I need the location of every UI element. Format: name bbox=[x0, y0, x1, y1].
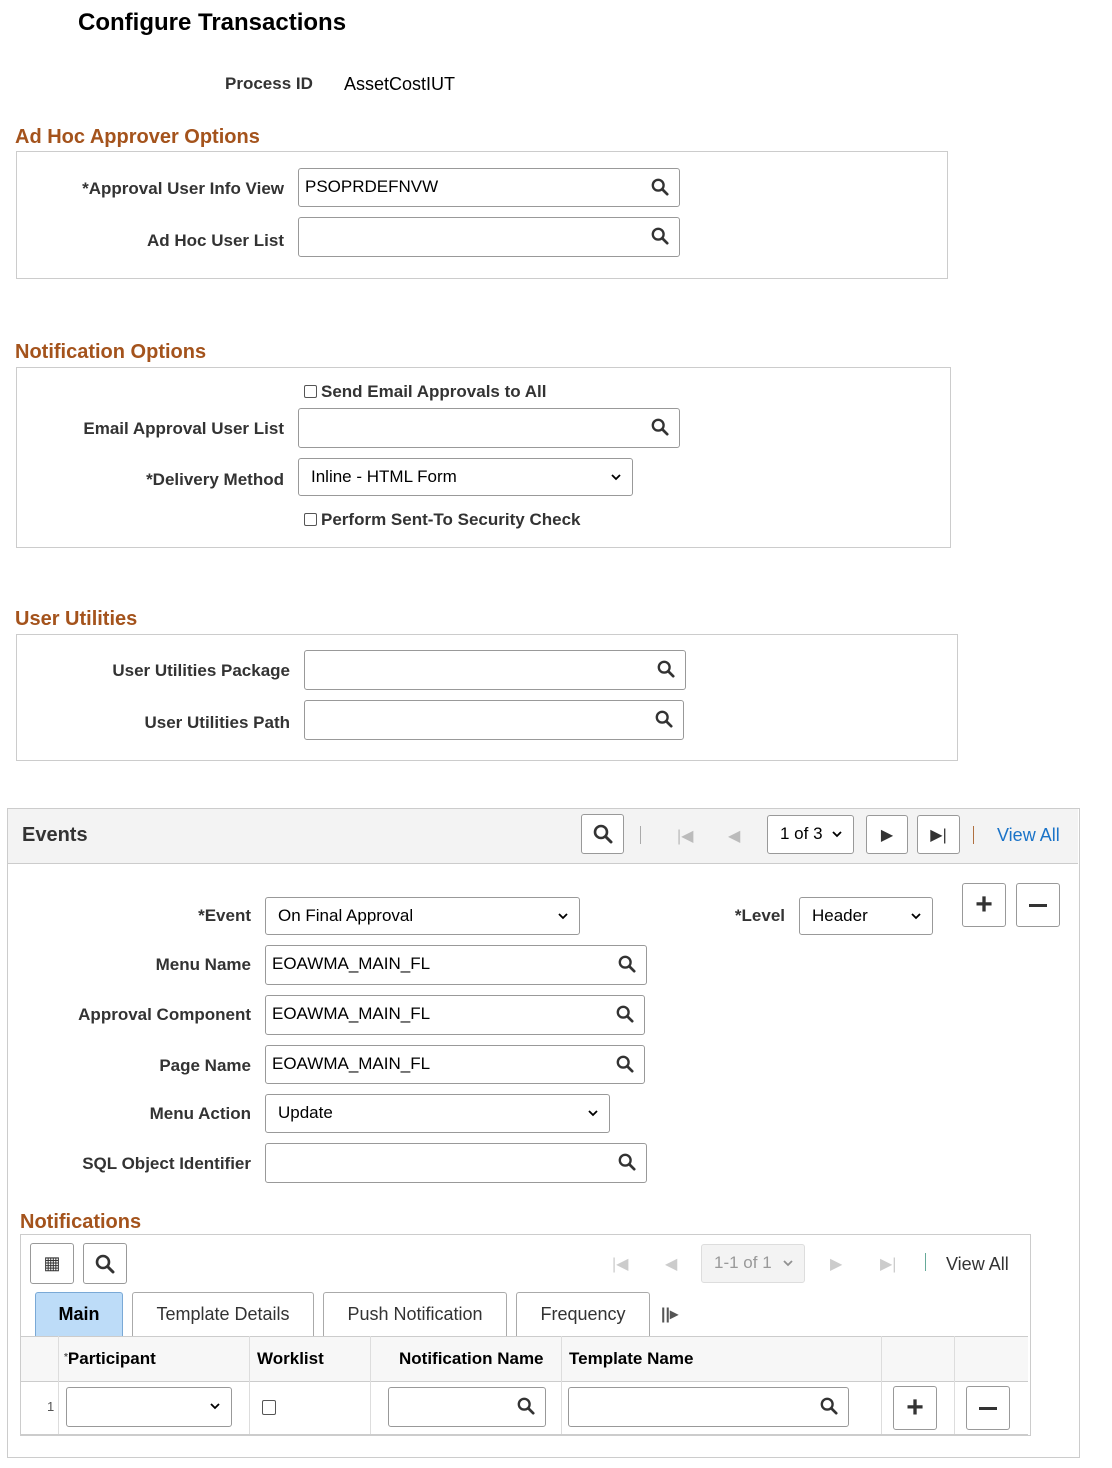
events-view-all-link[interactable]: View All bbox=[997, 825, 1060, 845]
previous-icon: ◀ bbox=[665, 1256, 678, 1273]
event-select[interactable] bbox=[265, 897, 580, 935]
package-label: User Utilities Package bbox=[112, 661, 290, 680]
sent-to-security-label: Perform Sent-To Security Check bbox=[321, 510, 581, 529]
checkbox[interactable] bbox=[304, 385, 317, 398]
first-icon: |◀ bbox=[612, 1256, 629, 1273]
level-value: Header bbox=[812, 906, 868, 925]
delivery-method-label: *Delivery Method bbox=[146, 470, 284, 489]
send-email-all-label: Send Email Approvals to All bbox=[321, 382, 547, 401]
events-pager-select[interactable] bbox=[767, 815, 854, 854]
participant-header-label: Participant bbox=[67, 1349, 156, 1368]
approval-user-info-view-label: *Approval User Info View bbox=[82, 179, 284, 198]
add-row-button[interactable] bbox=[893, 1386, 937, 1430]
level-label: *Level bbox=[734, 906, 785, 925]
send-email-all-checkbox[interactable] bbox=[304, 382, 546, 402]
add-event-button[interactable] bbox=[962, 883, 1006, 927]
notifications-pager-select[interactable] bbox=[701, 1244, 805, 1283]
search-icon[interactable] bbox=[655, 710, 673, 728]
notifications-pager-value: 1-1 of 1 bbox=[714, 1253, 772, 1272]
menu-name-input[interactable] bbox=[265, 945, 647, 985]
search-icon bbox=[95, 1254, 115, 1274]
column-header-participant bbox=[64, 1349, 156, 1369]
minus-icon bbox=[979, 1407, 997, 1410]
email-user-list-input[interactable] bbox=[298, 408, 680, 448]
user-utilities-title: User Utilities bbox=[15, 608, 138, 630]
tab-template-details[interactable]: Template Details bbox=[132, 1292, 314, 1336]
menu-action-label: Menu Action bbox=[149, 1104, 251, 1123]
search-icon[interactable] bbox=[616, 1005, 634, 1023]
events-search-button[interactable] bbox=[581, 814, 624, 854]
worklist-checkbox[interactable] bbox=[262, 1400, 276, 1415]
menu-name-value: EOAWMA_MAIN_FL bbox=[272, 954, 431, 973]
last-icon: ▶| bbox=[880, 1256, 897, 1273]
column-header-worklist: Worklist bbox=[257, 1349, 324, 1368]
menu-name-label: Menu Name bbox=[155, 955, 251, 974]
first-icon[interactable]: |◀ bbox=[677, 828, 694, 845]
email-user-list-label: Email Approval User List bbox=[83, 419, 284, 438]
tab-frequency[interactable]: Frequency bbox=[516, 1292, 650, 1336]
search-icon[interactable] bbox=[517, 1397, 535, 1415]
plus-icon: + bbox=[975, 888, 993, 921]
delete-event-button[interactable] bbox=[1016, 883, 1060, 927]
package-input[interactable] bbox=[304, 650, 686, 690]
events-title: Events bbox=[22, 824, 88, 846]
adhoc-section-title: Ad Hoc Approver Options bbox=[15, 126, 260, 148]
search-icon[interactable] bbox=[657, 660, 675, 678]
search-icon[interactable] bbox=[651, 418, 669, 436]
participant-select[interactable] bbox=[66, 1387, 232, 1427]
path-input[interactable] bbox=[304, 700, 684, 740]
next-icon: ▶ bbox=[830, 1256, 843, 1273]
divider bbox=[925, 1253, 926, 1271]
notifications-view-all-link[interactable]: View All bbox=[946, 1254, 1009, 1274]
required-mark: * bbox=[64, 1352, 68, 1363]
search-icon[interactable] bbox=[651, 178, 669, 196]
page-name-value: EOAWMA_MAIN_FL bbox=[272, 1054, 431, 1073]
page-name-label: Page Name bbox=[159, 1056, 251, 1075]
previous-icon[interactable]: ◀ bbox=[728, 828, 741, 845]
notification-options-title: Notification Options bbox=[15, 341, 207, 363]
search-icon[interactable] bbox=[820, 1397, 838, 1415]
sql-object-input[interactable] bbox=[265, 1143, 647, 1183]
template-name-input[interactable] bbox=[568, 1387, 849, 1427]
grid-search-button[interactable] bbox=[83, 1243, 127, 1284]
events-pager-value: 1 of 3 bbox=[780, 824, 823, 843]
tab-push-notification[interactable]: Push Notification bbox=[323, 1292, 507, 1336]
sql-object-label: SQL Object Identifier bbox=[82, 1154, 251, 1173]
delivery-method-value: Inline - HTML Form bbox=[311, 467, 457, 486]
event-value: On Final Approval bbox=[278, 906, 414, 925]
search-icon[interactable] bbox=[651, 227, 669, 245]
grid-icon: ▦ bbox=[43, 1253, 61, 1273]
chevron-down-icon bbox=[831, 828, 843, 840]
tab-main[interactable]: Main bbox=[35, 1292, 123, 1336]
approval-user-info-view-input[interactable] bbox=[298, 168, 680, 207]
search-icon[interactable] bbox=[618, 955, 636, 973]
chevron-down-icon bbox=[610, 471, 622, 483]
event-label: *Event bbox=[198, 906, 251, 925]
plus-icon: + bbox=[906, 1391, 924, 1424]
show-all-columns-icon[interactable]: ||▸ bbox=[661, 1306, 678, 1323]
column-header-template-name: Template Name bbox=[569, 1349, 694, 1368]
path-label: User Utilities Path bbox=[144, 713, 290, 732]
chevron-down-icon bbox=[587, 1107, 599, 1119]
next-button[interactable]: ▶ bbox=[866, 815, 908, 854]
minus-icon bbox=[1029, 904, 1047, 907]
chevron-down-icon bbox=[557, 910, 569, 922]
sent-to-security-checkbox[interactable] bbox=[304, 510, 580, 530]
page-title: Configure Transactions bbox=[78, 9, 347, 36]
process-id-value: AssetCostIUT bbox=[344, 74, 456, 94]
personalize-grid-button[interactable] bbox=[30, 1243, 74, 1284]
menu-action-value: Update bbox=[278, 1103, 333, 1122]
menu-action-select[interactable] bbox=[265, 1094, 610, 1133]
checkbox[interactable] bbox=[304, 513, 317, 526]
search-icon[interactable] bbox=[616, 1055, 634, 1073]
chevron-down-icon bbox=[209, 1400, 221, 1412]
delivery-method-select[interactable] bbox=[298, 458, 633, 496]
search-icon[interactable] bbox=[618, 1153, 636, 1171]
chevron-down-icon bbox=[782, 1257, 794, 1269]
adhoc-user-list-label: Ad Hoc User List bbox=[147, 231, 284, 250]
column-header-notification-name: Notification Name bbox=[399, 1349, 544, 1368]
approval-user-info-view-value: PSOPRDEFNVW bbox=[305, 177, 439, 196]
page-name-input[interactable] bbox=[265, 1045, 645, 1084]
divider bbox=[640, 826, 641, 844]
delete-row-button[interactable] bbox=[966, 1386, 1010, 1430]
process-id-label: Process ID bbox=[225, 74, 313, 93]
notifications-title: Notifications bbox=[20, 1211, 142, 1233]
approval-component-value: EOAWMA_MAIN_FL bbox=[272, 1004, 431, 1023]
chevron-down-icon bbox=[910, 910, 922, 922]
approval-component-label: Approval Component bbox=[78, 1005, 251, 1024]
last-button[interactable]: ▶| bbox=[917, 815, 960, 854]
level-select[interactable] bbox=[799, 897, 933, 935]
notification-name-input[interactable] bbox=[388, 1387, 546, 1427]
approval-component-input[interactable] bbox=[265, 995, 645, 1035]
row-number: 1 bbox=[47, 1399, 55, 1414]
adhoc-user-list-input[interactable] bbox=[298, 217, 680, 257]
search-icon bbox=[593, 824, 613, 844]
divider bbox=[973, 826, 974, 844]
